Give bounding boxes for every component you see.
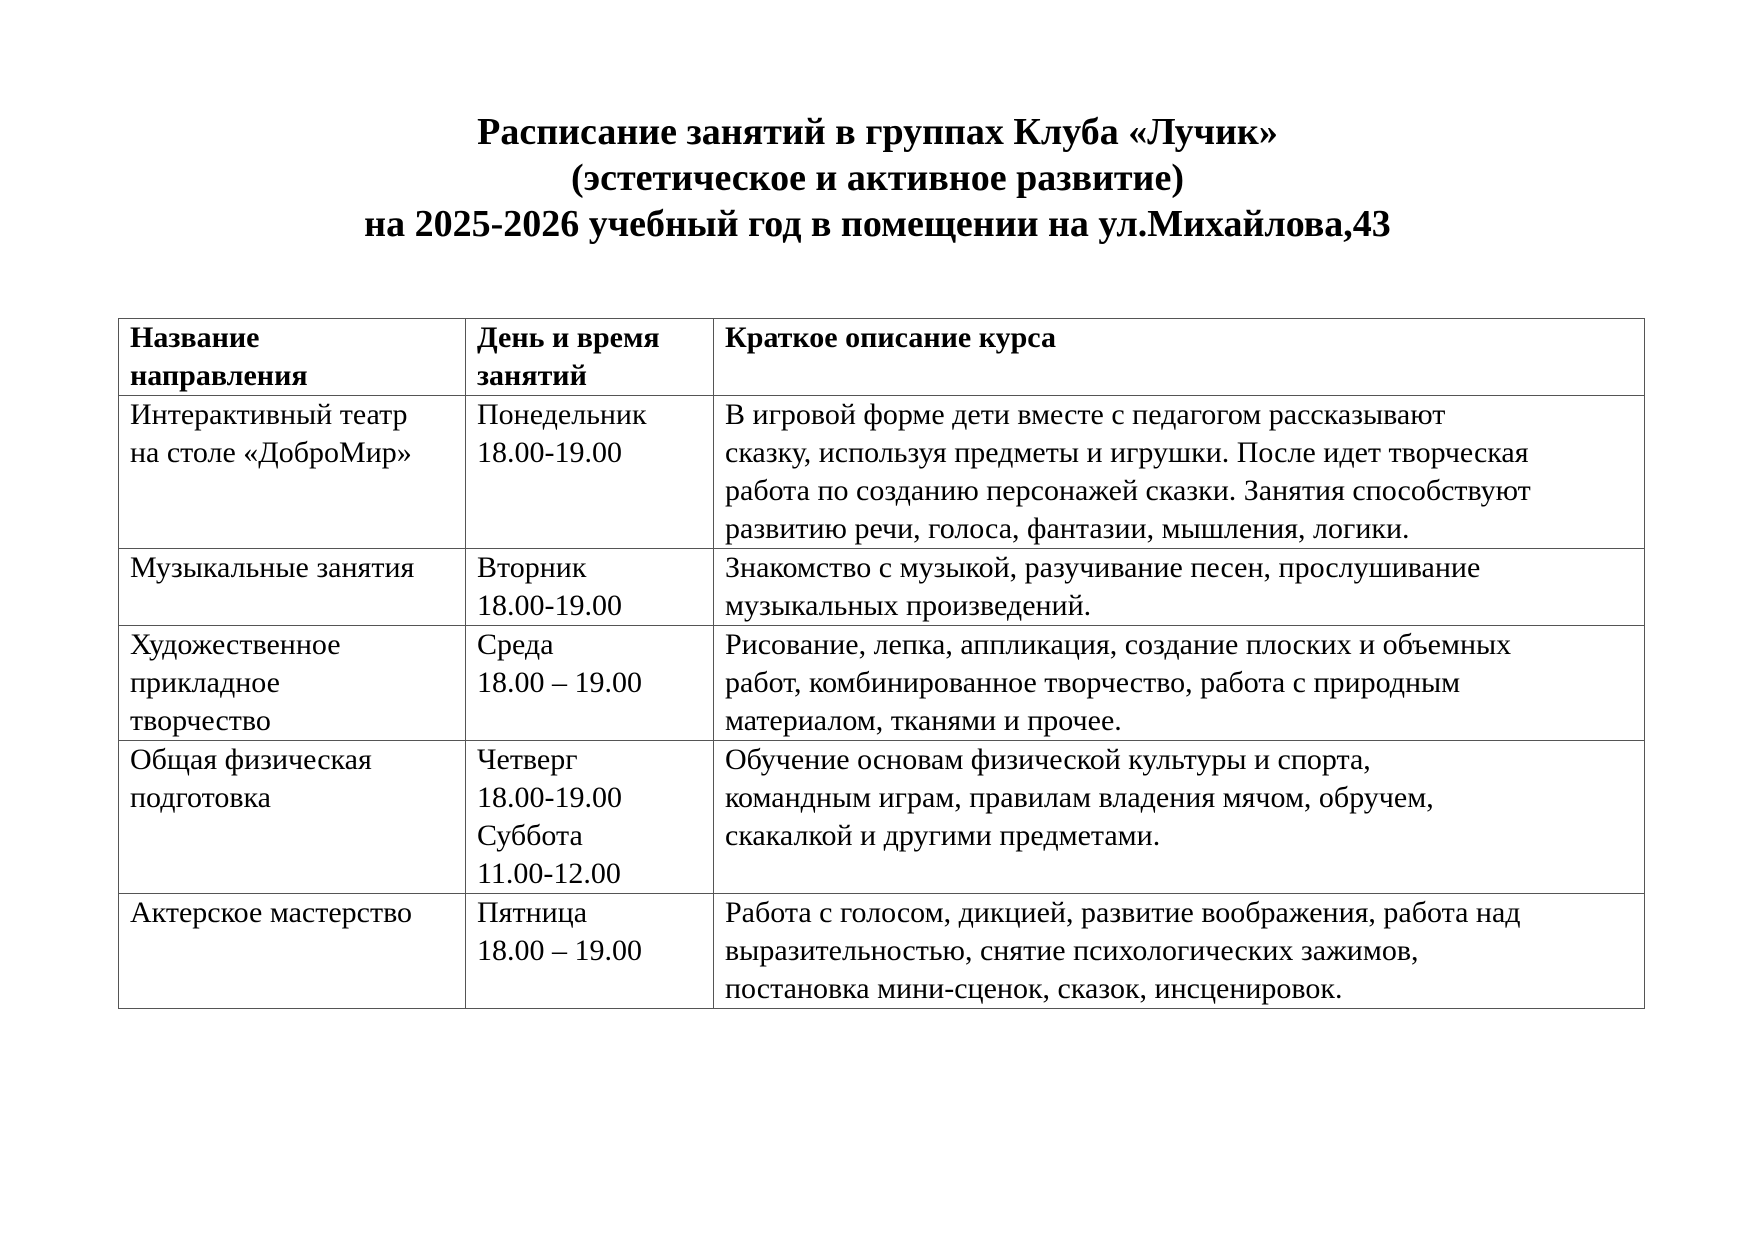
course-name-line: Актерское мастерство — [130, 896, 413, 929]
description-line: выразительностью, снятие психологических зажимов, — [725, 934, 1419, 967]
description-line: сказку, используя предметы и игрушки. После идет творческая — [725, 436, 1529, 469]
header-time-line: День и время — [477, 321, 660, 354]
course-name-line: подготовка — [130, 781, 271, 814]
course-name-line: Художественное — [130, 628, 341, 661]
cell-schedule-time — [466, 626, 714, 741]
description-line: работа по созданию персонажей сказки. Занятия способствуют — [725, 474, 1531, 507]
header-name-line: направления — [130, 359, 308, 392]
cell-course-description — [714, 741, 1645, 894]
cell-schedule-time — [466, 894, 714, 1009]
table-row — [119, 741, 1645, 894]
schedule-time-line: 18.00-19.00 — [477, 781, 622, 814]
cell-course-description — [714, 626, 1645, 741]
description-line: командным играм, правилам владения мячом, обручем, — [725, 781, 1434, 814]
description-line: материалом, тканями и прочее. — [725, 704, 1122, 737]
schedule-time-line: 18.00 – 19.00 — [477, 666, 642, 699]
cell-course-name — [119, 626, 466, 741]
cell-course-name — [119, 396, 466, 549]
cell-course-name — [119, 549, 466, 626]
schedule-time-line: 18.00 – 19.00 — [477, 934, 642, 967]
title-line-2: (эстетическое и активное развитие) — [571, 157, 1184, 199]
description-line: Рисование, лепка, аппликация, создание плоских и объемных — [725, 628, 1512, 661]
description-line: развитию речи, голоса, фантазии, мышления, логики. — [725, 512, 1410, 545]
schedule-time-line: Пятница — [477, 896, 588, 929]
course-name-line: Интерактивный театр — [130, 398, 408, 431]
description-line: В игровой форме дети вместе с педагогом рассказывают — [725, 398, 1446, 431]
schedule-time-line: 18.00-19.00 — [477, 589, 622, 622]
cell-schedule-time — [466, 396, 714, 549]
description-line: работ, комбинированное творчество, работа с природным — [725, 666, 1461, 699]
table-row — [119, 894, 1645, 1009]
table-row — [119, 396, 1645, 549]
header-time — [466, 319, 714, 396]
table-row — [119, 549, 1645, 626]
header-name-line: Название — [130, 321, 260, 354]
schedule-time-line: Понедельник — [477, 398, 647, 431]
header-name — [119, 319, 466, 396]
document-title — [0, 109, 1755, 247]
cell-course-description — [714, 894, 1645, 1009]
table-row — [119, 626, 1645, 741]
header-description — [714, 319, 1645, 396]
description-line: Знакомство с музыкой, разучивание песен, прослушивание — [725, 551, 1481, 584]
schedule-time-line: 11.00-12.00 — [477, 857, 621, 890]
description-line: Обучение основам физической культуры и спорта, — [725, 743, 1371, 776]
description-line: Работа с голосом, дикцией, развитие воображения, работа над — [725, 896, 1521, 929]
title-line-1: Расписание занятий в группах Клуба «Лучик» — [477, 111, 1278, 153]
schedule-time-line: 18.00-19.00 — [477, 436, 622, 469]
course-name-line: на столе «ДоброМир» — [130, 436, 412, 469]
cell-schedule-time — [466, 741, 714, 894]
header-description-line: Краткое описание курса — [725, 321, 1056, 354]
course-name-line: прикладное — [130, 666, 280, 699]
description-line: скакалкой и другими предметами. — [725, 819, 1161, 852]
schedule-time-line: Вторник — [477, 551, 587, 584]
schedule-time-line: Четверг — [477, 743, 578, 776]
cell-course-description — [714, 549, 1645, 626]
schedule-time-line: Суббота — [477, 819, 583, 852]
cell-schedule-time — [466, 549, 714, 626]
schedule-table — [118, 318, 1645, 1009]
course-name-line: Общая физическая — [130, 743, 372, 776]
header-time-line: занятий — [477, 359, 587, 392]
title-line-3: на 2025-2026 учебный год в помещении на ул.Михайлова,43 — [364, 203, 1391, 245]
cell-course-description — [714, 396, 1645, 549]
description-line: постановка мини-сценок, сказок, инсценировок. — [725, 972, 1343, 1005]
table-header-row — [119, 319, 1645, 396]
course-name-line: творчество — [130, 704, 271, 737]
cell-course-name — [119, 894, 466, 1009]
schedule-time-line: Среда — [477, 628, 554, 661]
course-name-line: Музыкальные занятия — [130, 551, 415, 584]
description-line: музыкальных произведений. — [725, 589, 1092, 622]
cell-course-name — [119, 741, 466, 894]
